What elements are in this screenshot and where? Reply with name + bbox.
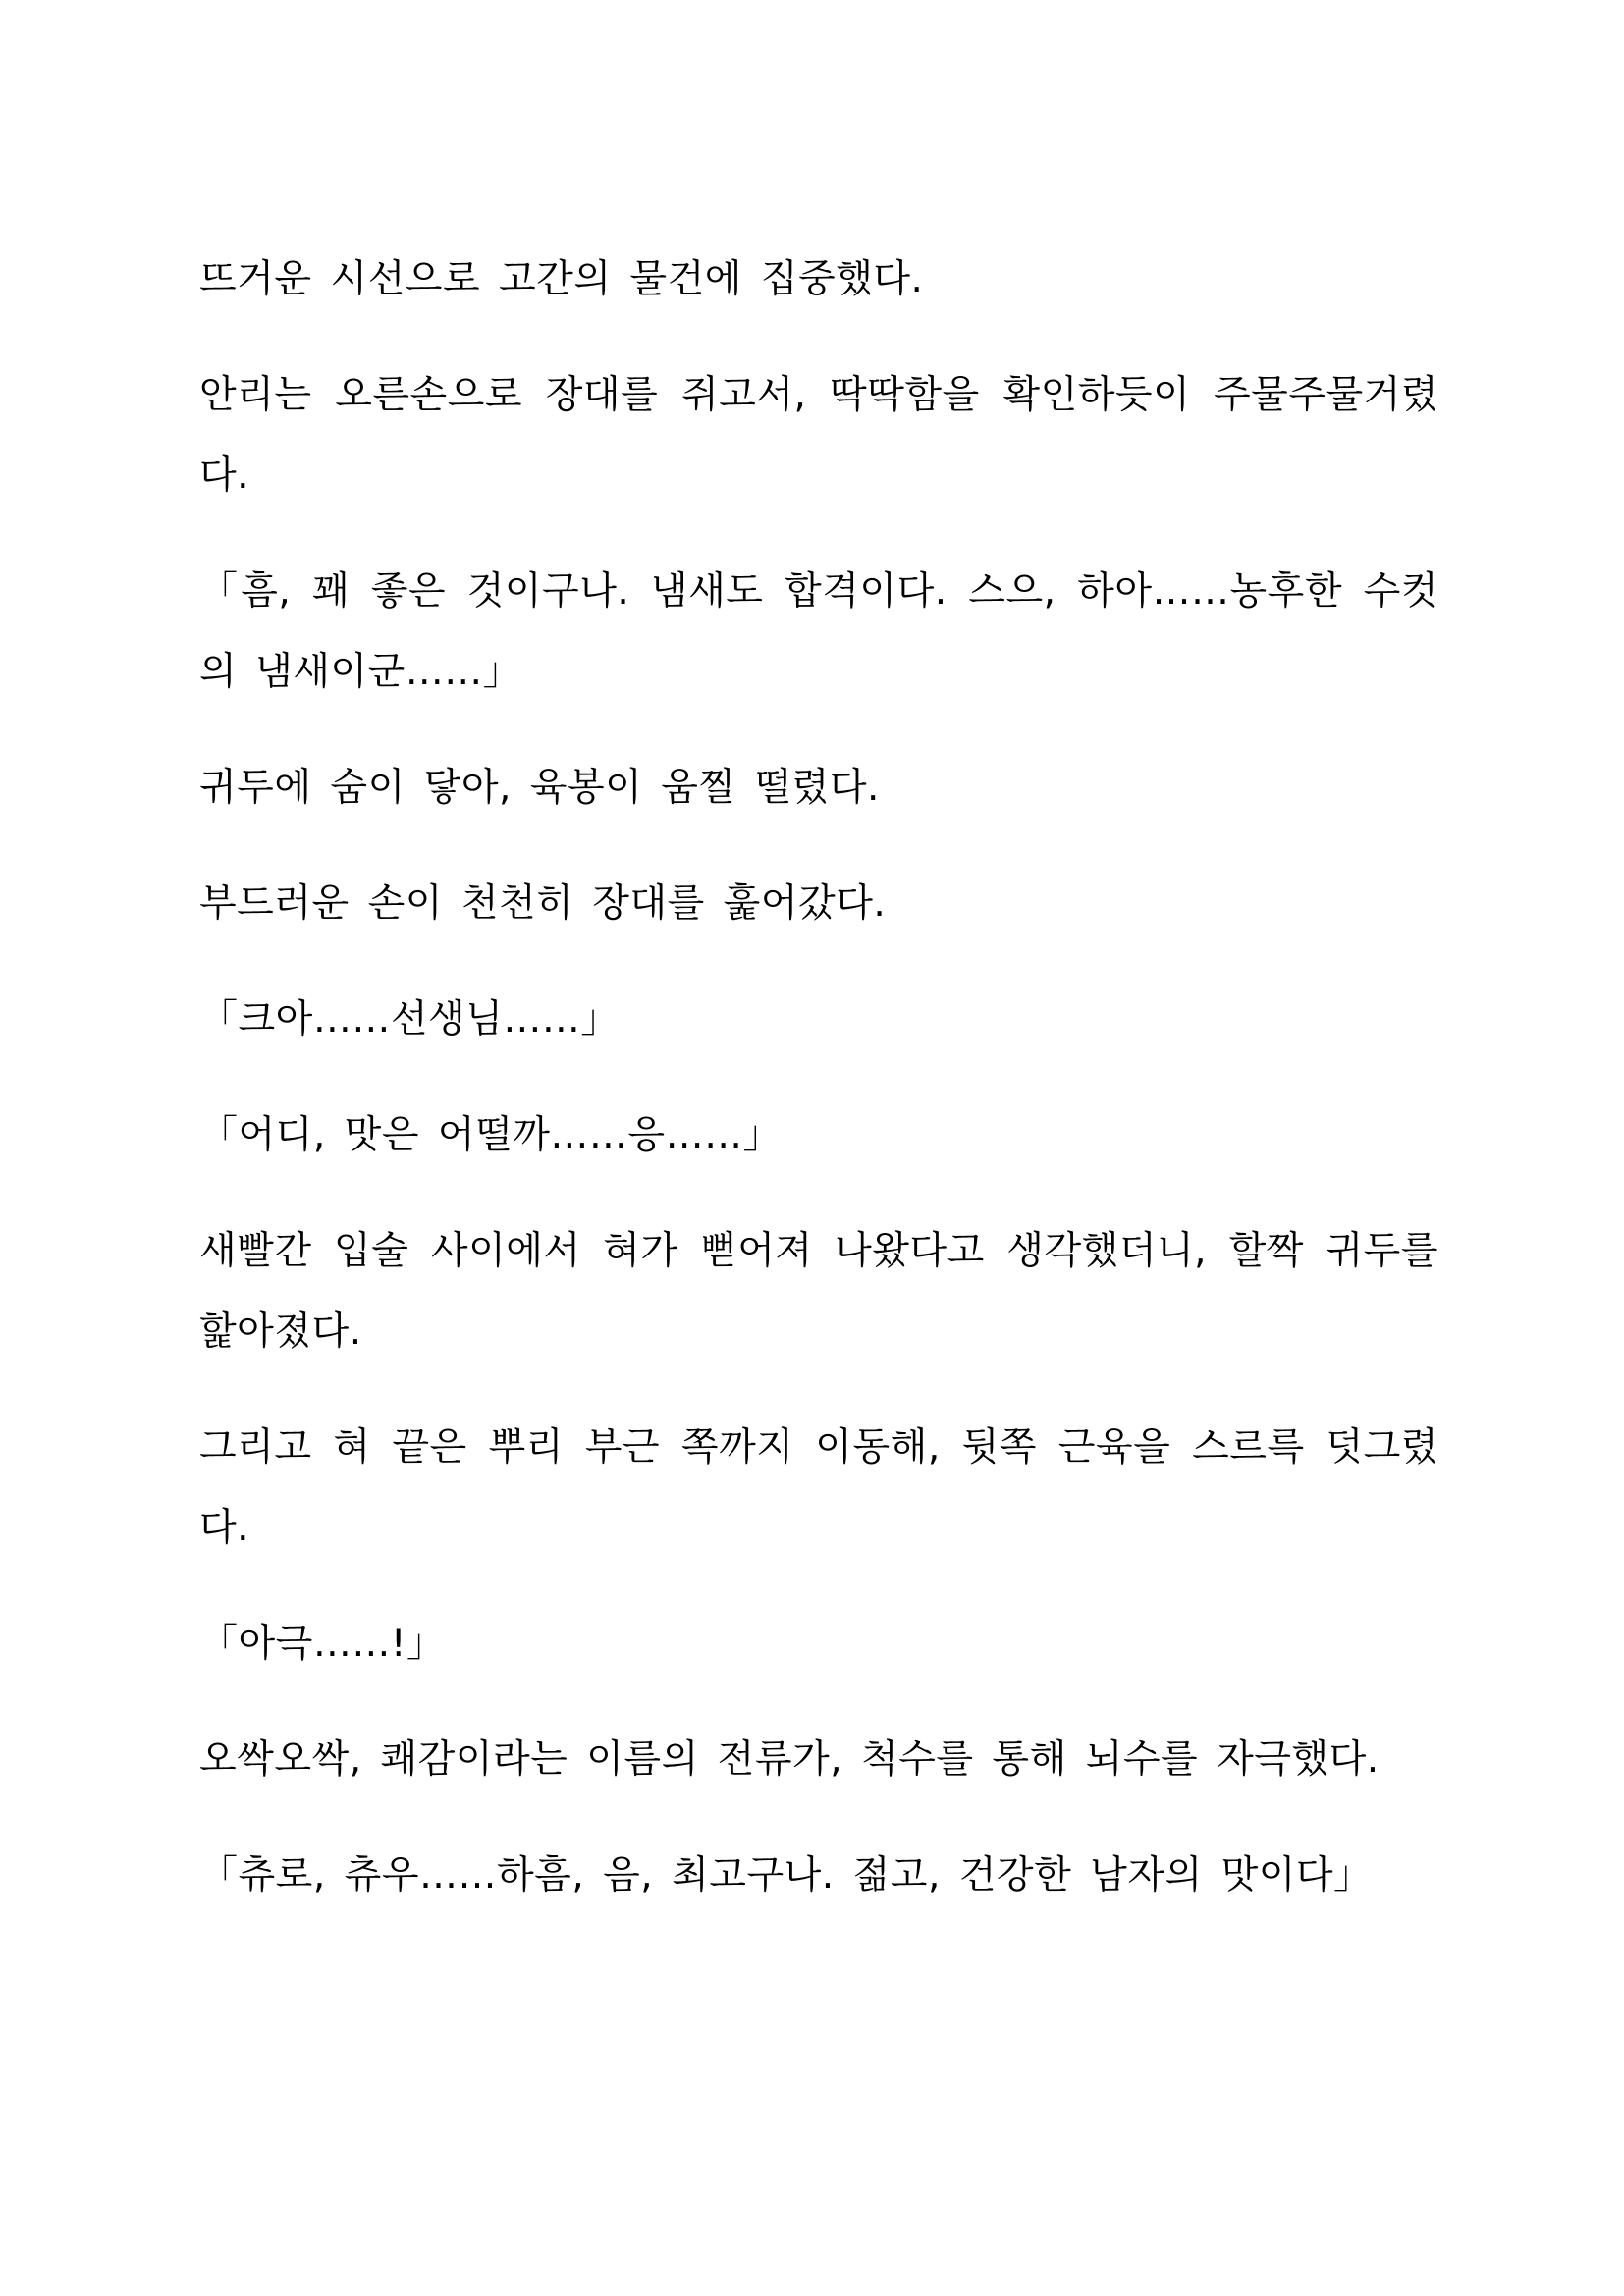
paragraph: 「크아……선생님……」 (199, 997, 620, 1041)
paragraph: 「어디, 맛은 어떨까……응……」 (199, 1113, 783, 1157)
paragraph: 「흠, 꽤 좋은 것이구나. 냄새도 합격이다. 스으, 하아……농후한 수컷의 냄새이군……」 (199, 569, 1438, 694)
paragraph: 그리고 혀 끝은 뿌리 부근 쪽까지 이동해, 뒷쪽 근육을 스르륵 덧그렸다. (199, 1425, 1438, 1550)
paragraph: 부드러운 손이 천천히 장대를 훑어갔다. (199, 881, 887, 926)
paragraph: 「츄로, 츄우……하흠, 음, 최고구나. 젊고, 건강한 남자의 맛이다」 (199, 1853, 1373, 1897)
paragraph: 뜨거운 시선으로 고간의 물건에 집중했다. (199, 257, 924, 301)
paragraph: 새빨간 입술 사이에서 혀가 뻗어져 나왔다고 생각했더니, 할짝 귀두를 핥아졌다. (199, 1229, 1438, 1354)
paragraph: 오싹오싹, 쾌감이라는 이름의 전류가, 척수를 통해 뇌수를 자극했다. (199, 1737, 1380, 1782)
document-body (199, 240, 1438, 1951)
paragraph: 안리는 오른손으로 장대를 쥐고서, 딱딱함을 확인하듯이 주물주물거렸다. (199, 373, 1438, 498)
paragraph: 「아극……!」 (199, 1622, 446, 1666)
paragraph: 귀두에 숨이 닿아, 육봉이 움찔 떨렸다. (199, 766, 880, 810)
